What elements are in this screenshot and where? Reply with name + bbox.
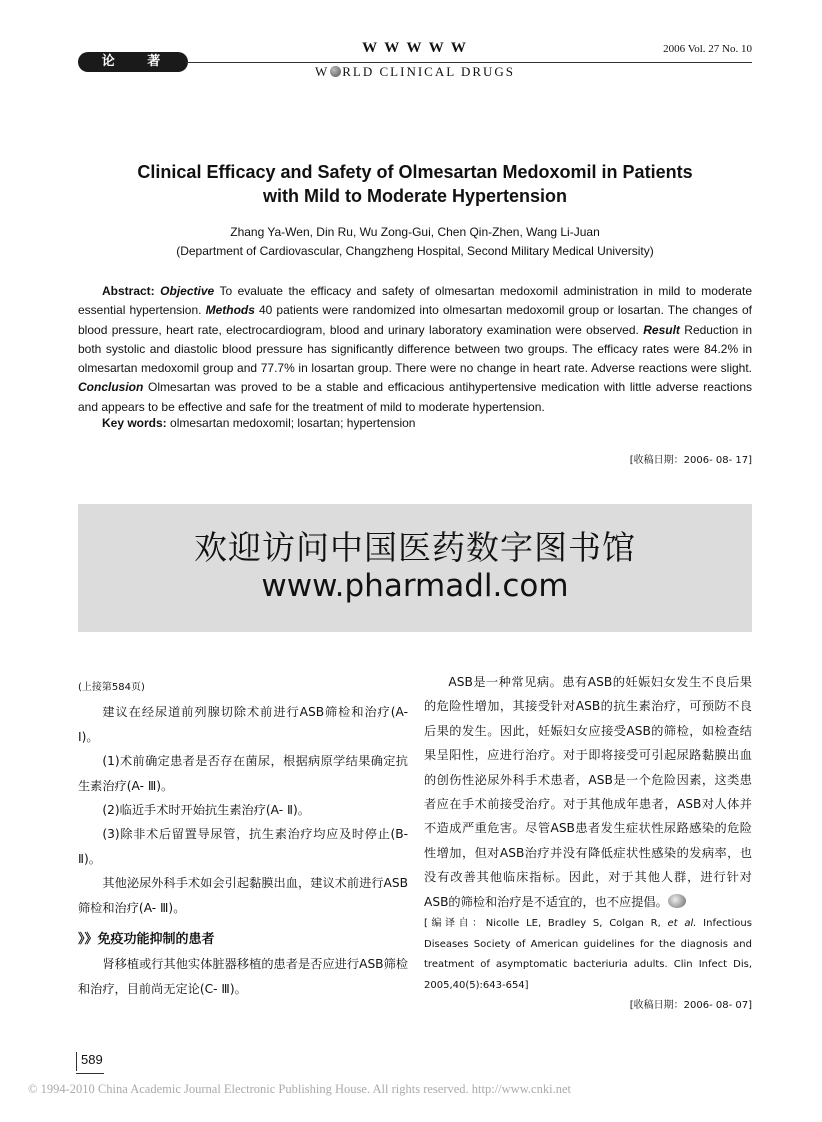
left-paragraph-3: (2)临近手术时开始抗生素治疗(A- Ⅱ)。	[102, 803, 310, 818]
methods-text: 40 patients were randomized into olmesartan medoxomil group or losartan. The changes of blood pressure, heart rate, electrocardiogram, blood and urinary laboratory examination were observed.	[78, 303, 753, 337]
keywords-text: olmesartan medoxomil; losartan; hypertension	[166, 416, 416, 430]
page-number-rule	[76, 1073, 104, 1074]
journal-w-logo: W W W W W	[362, 40, 468, 56]
heading-text: 免疫功能抑制的患者	[97, 932, 215, 948]
right-column	[424, 670, 752, 1017]
conclusion-text: Olmesartan was proved to be a stable and efficacious antihypertensive medication with little adverse reactions and appears to be effective and safe for the treatment of mild to moderate hypertension.	[78, 380, 752, 414]
journal-name-post: RLD CLINICAL DRUGS	[342, 64, 516, 79]
left-paragraph-1: 建议在经尿道前列腺切除术前进行ASB筛检和治疗(A- Ⅰ)。	[78, 705, 408, 744]
page-number: 589	[76, 1052, 103, 1071]
ref-authors: Nicolle LE, Bradley S, Colgan R,	[485, 918, 668, 930]
result-text: Reduction in both systolic and diastolic blood pressure has significantly difference between two groups. The efficacy rates were 84.2% in olmesartan medoxomil group and 77.7% in losartan group. There were no change in heart rate. Adverse reactions were slight.	[78, 322, 753, 376]
left-paragraph-2: (1)术前确定患者是否存在菌尿，根据病原学结果确定抗生素治疗(A- Ⅲ)。	[78, 754, 408, 793]
issue-info: 2006 Vol. 27 No. 10	[663, 43, 752, 55]
title-line-1: Clinical Efficacy and Safety of Olmesartan Medoxomil in Patients	[137, 162, 693, 182]
heading-mark-icon: 》》	[78, 932, 98, 948]
right-received-date: [收稿日期：2006- 08- 07]	[629, 1000, 752, 1012]
reference	[424, 914, 752, 996]
affiliation: (Department of Cardiovascular, Changzheng Hospital, Second Military Medical University)	[176, 244, 654, 258]
ref-etal: et al.	[667, 918, 697, 930]
received-date: [收稿日期：2006- 08- 17]	[629, 455, 752, 466]
authors: Zhang Ya-Wen, Din Ru, Wu Zong-Gui, Chen Qin-Zhen, Wang Li-Juan	[230, 225, 600, 239]
end-mark-icon	[668, 894, 686, 908]
right-paragraph-1	[424, 670, 752, 914]
article-title	[78, 160, 752, 208]
objective-text: To evaluate the efficacy and safety of olmesartan medoxomil administration in mild to moderate essential hypertension.	[78, 284, 752, 318]
objective-label: Objective	[160, 284, 215, 298]
left-paragraph-6: 肾移植或行其他实体脏器移植的患者是否应进行ASB筛检和治疗，目前尚无定论(C- Ⅲ)。	[78, 957, 408, 996]
header-rule	[186, 62, 752, 63]
keywords	[78, 416, 752, 430]
abstract	[78, 282, 752, 417]
continued-note: (上接第584页)	[78, 682, 145, 693]
title-line-2: with Mild to Moderate Hypertension	[262, 186, 567, 206]
result-label: Result	[643, 322, 680, 337]
left-paragraph-4: (3)除非术后留置导尿管，抗生素治疗均应及时停止(B- Ⅱ)。	[78, 827, 408, 866]
ref-text: Infectious Diseases Society of American guidelines for the diagnosis and treatment of asymptomatic bacteriuria adults. Clin Infect Dis, 2005,40(5):643-654]	[424, 918, 752, 991]
left-column	[78, 676, 408, 1001]
promo-banner[interactable]	[78, 504, 752, 632]
section-tag: 论 著	[78, 52, 188, 72]
abstract-label: Abstract:	[102, 284, 155, 298]
conclusion-label: Conclusion	[78, 380, 144, 395]
banner-chinese-text: 欢迎访问中国医药数字图书馆	[194, 528, 636, 567]
copyright-notice: © 1994-2010 China Academic Journal Electronic Publishing House. All rights reserved. http://www.cnki.net	[28, 1082, 571, 1096]
keywords-label: Key words:	[102, 416, 167, 430]
ref-label: [编译自：	[424, 918, 486, 930]
left-paragraph-5: 其他泌尿外科手术如会引起黏膜出血，建议术前进行ASB筛检和治疗(A- Ⅲ)。	[78, 876, 408, 915]
globe-icon	[330, 66, 341, 77]
journal-name-pre: W	[314, 64, 330, 79]
right-paragraph-text: ASB是一种常见病。患有ASB的妊娠妇女发生不良后果的危险性增加，其接受针对ASB的抗生素治疗，可预防不良后果的发生。因此，妊娠妇女应接受ASB的筛检，如检查结果呈阳性，应进行治疗。对于即将接受可引起尿路黏膜出血的创伤性泌尿外科手术患者，ASB是一个危险因素，这类患者应在手术前接受治疗。对于其他成年患者，ASB对人体并不造成严重危害。尽管ASB患者发生症状性尿路感染的危险性增加，但对ASB治疗并没有降低症状性感染的发病率，也没有改善其他临床指标。因此，对于其他人群，进行针对ASB的筛检和治疗是不适宜的，也不应提倡。	[424, 675, 752, 909]
journal-name	[290, 64, 540, 80]
section-heading	[78, 928, 408, 952]
methods-label: Methods	[205, 303, 255, 318]
banner-url-link[interactable]: www.pharmadl.com	[261, 568, 569, 604]
